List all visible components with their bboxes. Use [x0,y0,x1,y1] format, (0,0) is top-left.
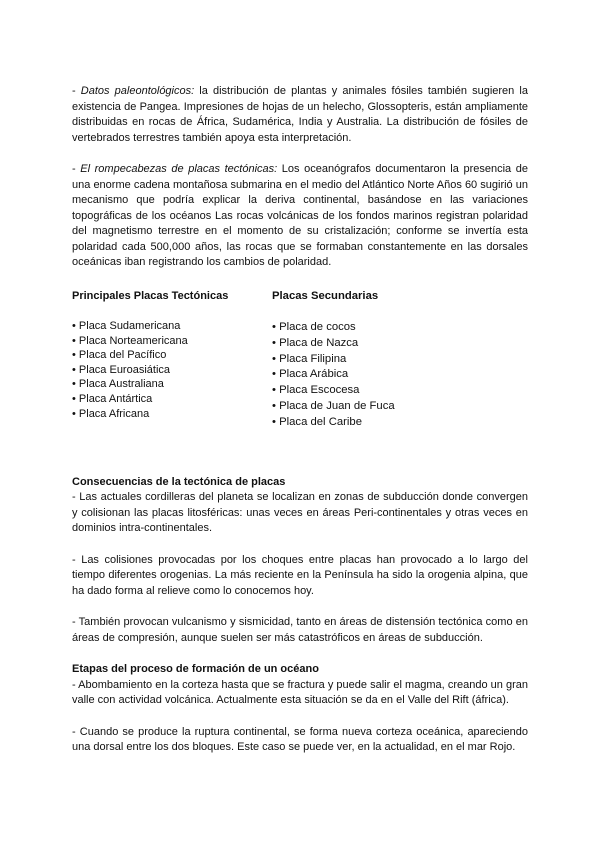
list-item: • Placa Norteamericana [72,334,188,347]
main-plates-heading: Principales Placas Tectónicas [72,289,229,302]
list-item: • Placa del Caribe [272,415,362,428]
paleontological-text: la distribución de plantas y animales fósiles también sugieren la existencia de Pangea. Impresiones de hojas de un helecho, Glossopteris, están ampliamente distribuidas en rocas de África, Sudamérica, India y Australia. La distribución de fósiles de vertebrados terrestres también apoya esta interpretación. [72,85,528,144]
list-item: • Placa Australiana [72,378,164,391]
list-item: • Placa de cocos [272,321,356,333]
secondary-plates-column [272,289,492,431]
consequences-paragraph-1: - Las actuales cordilleras del planeta se localizan en zonas de subducción donde convergen y colisionan las placas litosféricas: unas veces en áreas Peri-continentales y otras veces en dominios intra-continentales. [72,491,528,534]
paleontological-term: Datos paleontológicos: [80,85,195,97]
list-item: • Placa Arábica [272,368,349,381]
list-item: • Placa Africana [72,407,150,420]
consequences-heading: Consecuencias de la tectónica de placas [72,475,286,488]
puzzle-text: Los oceanógrafos documentaron la presencia de una enorme cadena montañosa submarina en el medio del Atlántico Norte Años 60 sugirió un mecanismo que podría explicar la deriva continental, basándose en las variaciones topográficas de los océanos Las rocas volcánicas de los fondos marinos registran polaridad del magnetismo terrestre en el momento de su cristalización; conforme se invertía esta polaridad cada 500,000 años, las rocas que se formaban constantemente en las dorsales oceánicas iban registrando los cambios de polaridad. [72,163,528,268]
secondary-plates-heading: Placas Secundarias [272,289,379,302]
paragraph-dash: - [72,163,81,175]
consequences-paragraph-2: - Las colisiones provocadas por los choques entre placas han provocado a lo largo del tiempo diferentes orogenias. La más reciente en la Península ha sido la orogenia alpina, que ha dado forma al relieve como lo conocemos hoy. [72,553,528,597]
main-plates-column [72,289,262,422]
list-item: • Placa del Pacífico [72,349,167,362]
document-page [72,84,528,756]
consequences-paragraph-3: - También provocan vulcanismo y sismicidad, tanto en áreas de distensión tectónica como en áreas de compresión, aunque suelen ser más catastróficos en áreas de subducción. [72,616,528,644]
puzzle-term: El rompecabezas de placas tectónicas: [80,163,278,175]
secondary-plates-list [272,320,492,431]
plates-lists [72,289,528,429]
list-item: • Placa Sudamericana [72,320,181,332]
list-item: • Placa Euroasiática [72,363,171,376]
list-item: • Placa Filipina [272,352,347,365]
list-item: • Placa de Nazca [272,336,359,349]
list-item: • Placa Escocesa [272,384,360,397]
stages-paragraph-2: - Cuando se produce la ruptura continental, se forma nueva corteza oceánica, apareciendo una dorsal entre los dos bloques. Este caso se puede ver, en la actualidad, en el mar Rojo. [72,725,528,753]
stages-heading: Etapas del proceso de formación de un océano [72,663,319,675]
puzzle-paragraph [72,162,528,271]
list-item: • Placa de Juan de Fuca [272,399,395,412]
main-plates-list [72,319,262,421]
list-item: • Placa Antártica [72,392,153,405]
stages-paragraph-1: - Abombamiento en la corteza hasta que se fractura y puede salir el magma, creando un gran valle con actividad volcánica. Actualmente esta situación se da en el Valle del Rift (áfrica). [72,678,528,706]
paleontological-paragraph [72,84,528,146]
paragraph-dash: - [72,85,81,97]
